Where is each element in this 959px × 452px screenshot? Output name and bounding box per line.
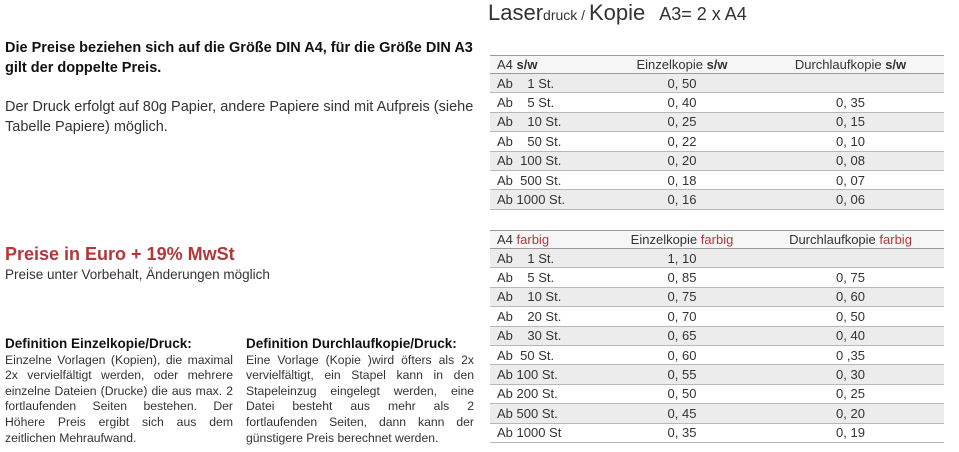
einzelkopie-price: 0, 55 xyxy=(607,365,757,384)
einzelkopie-price: 0, 16 xyxy=(607,190,757,209)
table-row xyxy=(490,151,944,170)
table-row xyxy=(490,404,944,423)
durchlaufkopie-price: 0, 20 xyxy=(757,404,944,423)
table-row xyxy=(490,112,944,131)
row-label: Ab 50 St. xyxy=(490,132,607,151)
table-row xyxy=(490,268,944,287)
row-label: Ab 200 St. xyxy=(490,384,607,403)
row-label: Ab 500 St. xyxy=(490,404,607,423)
title-kopie: Kopie xyxy=(588,0,646,25)
durchlaufkopie-price: 0, 35 xyxy=(757,93,944,112)
durchlaufkopie-price xyxy=(757,249,944,268)
row-label: Ab 1 St. xyxy=(490,249,607,268)
intro-body-text: Der Druck erfolgt auf 80g Papier, andere Papiere sind mit Aufpreis (siehe Tabelle Papiere) möglich. xyxy=(5,99,474,135)
definition-einzelkopie-text: Einzelne Vorlagen (Kopien), die maximal 2x vervielfältigt werden, oder mehrere einzelne Dateien (Drucke) die aus max. 2 fortlaufenden Seiten bestehen. Der Höhere Preis ergibt sich aus dem zeitlichen Mehraufwand. xyxy=(5,352,233,445)
title-a3-note: A3= 2 x A4 xyxy=(659,4,747,24)
durchlaufkopie-price: 0, 08 xyxy=(757,151,944,170)
title-separator: / xyxy=(577,7,589,23)
price-table-sw xyxy=(490,55,944,210)
durchlaufkopie-price: 0, 15 xyxy=(757,112,944,131)
prices-subtitle: Preise unter Vorbehalt, Änderungen möglich xyxy=(5,267,270,282)
table-row xyxy=(490,287,944,306)
row-label: Ab 5 St. xyxy=(490,268,607,287)
durchlaufkopie-price: 0, 07 xyxy=(757,170,944,189)
einzelkopie-price: 0, 50 xyxy=(607,74,757,93)
einzelkopie-price: 0, 20 xyxy=(607,151,757,170)
einzelkopie-price: 0, 40 xyxy=(607,93,757,112)
einzelkopie-price: 0, 70 xyxy=(607,307,757,326)
header-einzelkopie: Einzelkopie farbig xyxy=(607,231,757,249)
einzelkopie-price: 0, 75 xyxy=(607,287,757,306)
header-einzelkopie: Einzelkopie s/w xyxy=(607,56,757,74)
einzelkopie-price: 1, 10 xyxy=(607,249,757,268)
table-header-row xyxy=(490,56,944,74)
table-row xyxy=(490,307,944,326)
table-row xyxy=(490,190,944,209)
einzelkopie-price: 0, 85 xyxy=(607,268,757,287)
row-label: Ab 1 St. xyxy=(490,74,607,93)
einzelkopie-price: 0, 18 xyxy=(607,170,757,189)
table-row xyxy=(490,345,944,364)
header-a4: A4 farbig xyxy=(490,231,607,249)
header-durchlaufkopie: Durchlaufkopie s/w xyxy=(757,56,944,74)
einzelkopie-price: 0, 50 xyxy=(607,384,757,403)
title-druck: druck xyxy=(543,7,578,23)
durchlaufkopie-price xyxy=(757,74,944,93)
table-row xyxy=(490,132,944,151)
durchlaufkopie-price: 0 ,35 xyxy=(757,345,944,364)
header-durchlaufkopie: Durchlaufkopie farbig xyxy=(757,231,944,249)
table-row xyxy=(490,365,944,384)
definition-einzelkopie-title: Definition Einzelkopie/Druck: xyxy=(5,336,192,351)
page-title xyxy=(488,0,747,26)
table-header-row xyxy=(490,231,944,249)
einzelkopie-price: 0, 35 xyxy=(607,423,757,442)
table-row xyxy=(490,93,944,112)
header-a4: A4 s/w xyxy=(490,56,607,74)
row-label: Ab 100 St. xyxy=(490,365,607,384)
table-row xyxy=(490,326,944,345)
row-label: Ab 30 St. xyxy=(490,326,607,345)
einzelkopie-price: 0, 45 xyxy=(607,404,757,423)
einzelkopie-price: 0, 60 xyxy=(607,345,757,364)
definition-durchlaufkopie-text: Eine Vorlage (Kopie )wird öfters als 2x vervielfältigt, ein Stapel kann in den Stapeleinzug eingelegt werden, eine Datei besteht aus mehr als 2 fortlaufenden Seiten, dann kann der günstigere Preis berechnet werden. xyxy=(246,352,474,445)
durchlaufkopie-price: 0, 19 xyxy=(757,423,944,442)
durchlaufkopie-price: 0, 60 xyxy=(757,287,944,306)
intro-bold-text: Die Preise beziehen sich auf die Größe DIN A4, für die Größe DIN A3 gilt der doppelte Preis. xyxy=(5,40,473,76)
title-laser: Laser xyxy=(488,0,544,25)
prices-heading: Preise in Euro + 19% MwSt xyxy=(5,244,235,264)
table-row xyxy=(490,170,944,189)
row-label: Ab 50 St. xyxy=(490,345,607,364)
row-label: Ab 1000 St xyxy=(490,423,607,442)
table-row xyxy=(490,74,944,93)
einzelkopie-price: 0, 25 xyxy=(607,112,757,131)
row-label: Ab 500 St. xyxy=(490,170,607,189)
row-label: Ab 10 St. xyxy=(490,287,607,306)
row-label: Ab 5 St. xyxy=(490,93,607,112)
row-label: Ab 100 St. xyxy=(490,151,607,170)
einzelkopie-price: 0, 22 xyxy=(607,132,757,151)
table-row xyxy=(490,423,944,442)
row-label: Ab 1000 St. xyxy=(490,190,607,209)
durchlaufkopie-price: 0, 30 xyxy=(757,365,944,384)
definition-einzelkopie xyxy=(5,336,233,446)
durchlaufkopie-price: 0, 06 xyxy=(757,190,944,209)
table-row xyxy=(490,249,944,268)
einzelkopie-price: 0, 65 xyxy=(607,326,757,345)
table-row xyxy=(490,384,944,403)
definition-durchlaufkopie-title: Definition Durchlaufkopie/Druck: xyxy=(246,336,457,351)
definition-durchlaufkopie xyxy=(246,336,474,446)
durchlaufkopie-price: 0, 75 xyxy=(757,268,944,287)
durchlaufkopie-price: 0, 10 xyxy=(757,132,944,151)
durchlaufkopie-price: 0, 40 xyxy=(757,326,944,345)
row-label: Ab 10 St. xyxy=(490,112,607,131)
durchlaufkopie-price: 0, 25 xyxy=(757,384,944,403)
row-label: Ab 20 St. xyxy=(490,307,607,326)
durchlaufkopie-price: 0, 50 xyxy=(757,307,944,326)
price-table-farbig xyxy=(490,230,944,443)
